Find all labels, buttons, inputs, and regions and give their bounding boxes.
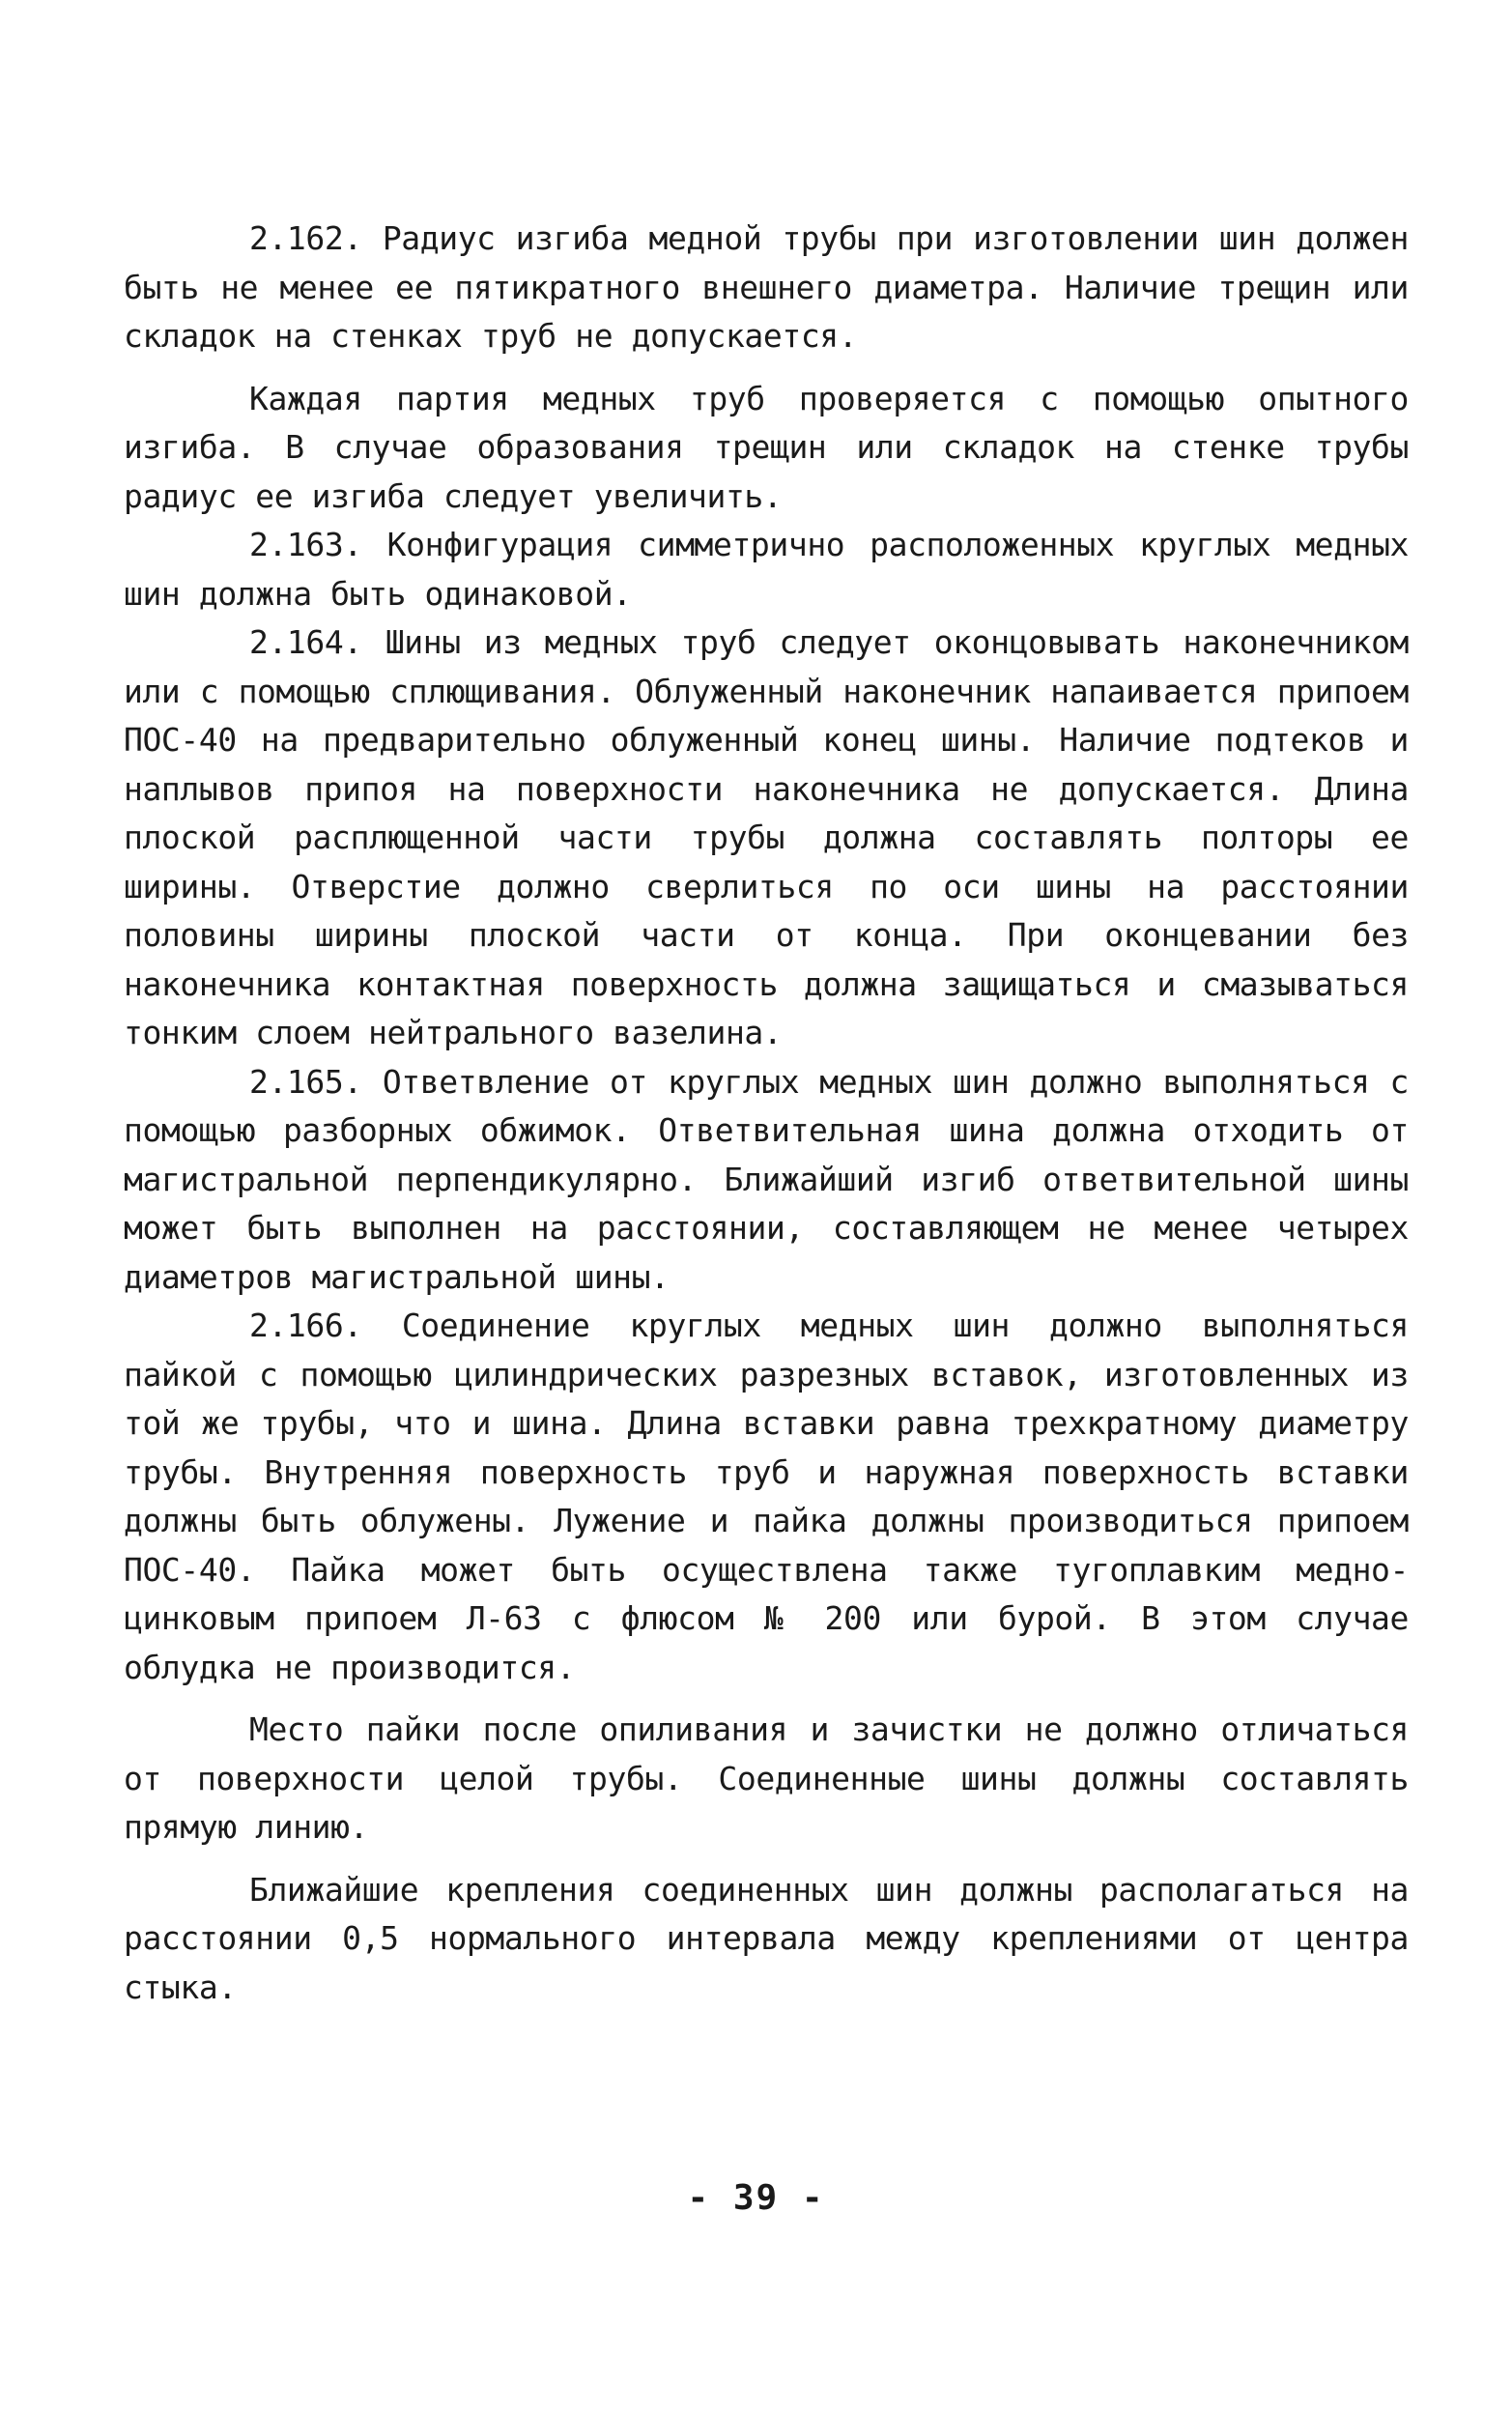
paragraph-2-162: 2.162. Радиус изгиба медной трубы при изготовлении шин должен быть не менее ее пятикратного внешнего диаметра. Наличие трещин или складок на стенках труб не допускается.	[124, 219, 1409, 355]
body-text	[124, 215, 1409, 2012]
paragraph-nearest-mounts: Ближайшие крепления соединенных шин должны располагаться на расстоянии 0,5 нормального интервала между креплениями от центра стыка.	[124, 1870, 1409, 2006]
paragraph-2-165: 2.165. Ответвление от круглых медных шин должно выполняться с помощью разборных обжимок. Ответвительная шина должна отходить от магистральной перпендикулярно. Ближайший изгиб ответвительной шины может быть выполнен на расстоянии, составляющем не менее четырех диаметров магистральной шины.	[124, 1062, 1409, 1296]
paragraph-2-166: 2.166. Соединение круглых медных шин должно выполняться пайкой с помощью цилиндрических разрезных вставок, изготовленных из той же трубы, что и шина. Длина вставки равна трехкратному диаметру трубы. Внутренняя поверхность труб и наружная поверхность вставки должны быть облужены. Лужение и пайка должны производиться припоем ПОС-40. Пайка может быть осуществлена также тугоплавким медно-цинковым припоем Л-63 с флюсом № 200 или бурой. В этом случае облудка не производится.	[124, 1307, 1409, 1686]
paragraph-2-163: 2.163. Конфигурация симметрично расположенных круглых медных шин должна быть одинаковой.	[124, 526, 1409, 613]
paragraph-solder-place: Место пайки после опиливания и зачистки не должно отличаться от поверхности целой трубы. Соединенные шины должны составлять прямую линию.	[124, 1710, 1409, 1846]
page-number: - 39 -	[687, 2178, 825, 2218]
paragraph-trial-bend: Каждая партия медных труб проверяется с помощью опытного изгиба. В случае образования трещин или складок на стенке трубы радиус ее изгиба следует увеличить.	[124, 379, 1409, 515]
paragraph-2-164: 2.164. Шины из медных труб следует оконцовывать наконечником или с помощью сплющивания. Облуженный наконечник напаивается припоем ПОС-40 на предварительно облуженный конец шины. Наличие подтеков и наплывов припоя на поверхности наконечника не допускается. Длина плоской расплющенной части трубы должна составлять полторы ее ширины. Отверстие должно сверлиться по оси шины на расстоянии половины ширины плоской части от конца. При оконцевании без наконечника контактная поверхность должна защищаться и смазываться тонким слоем нейтрального вазелина.	[124, 623, 1409, 1051]
